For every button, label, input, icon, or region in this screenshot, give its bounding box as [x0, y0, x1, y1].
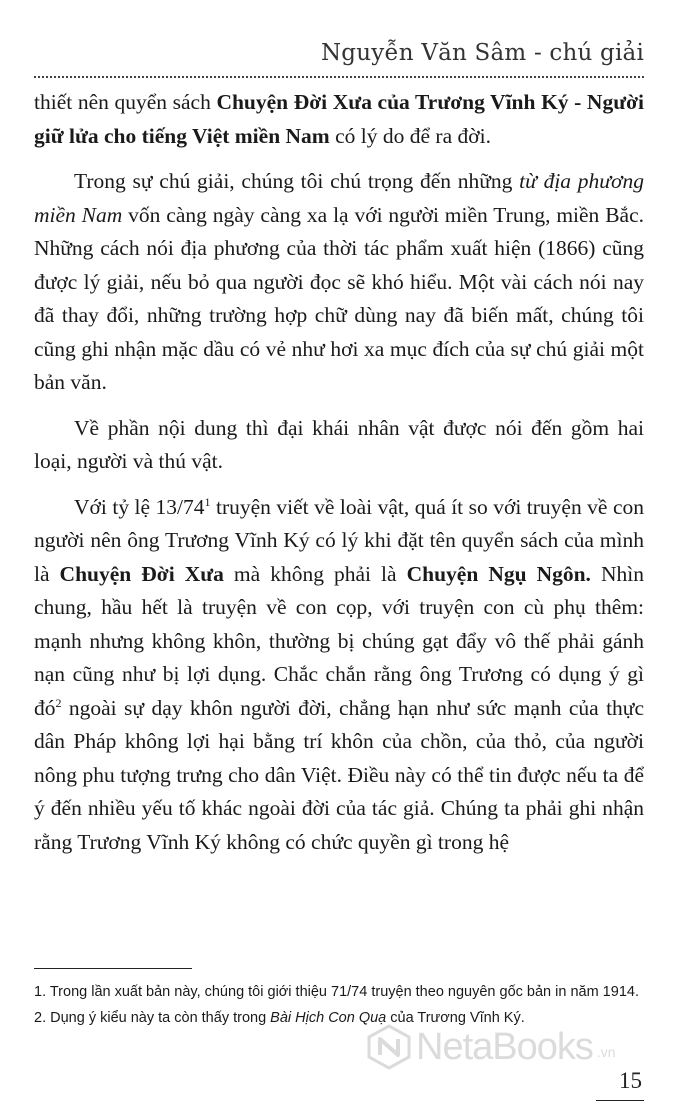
fn2-work-title: Bài Hịch Con Quạ [270, 1010, 387, 1026]
watermark-suffix: .vn [596, 1044, 616, 1060]
paragraph-1 [34, 86, 644, 153]
footnote-1: 1. Trong lần xuất bản này, chúng tôi giới thiệu 71/74 truyện theo nguyên gốc bản in năm 1914. [34, 984, 639, 1000]
p4-text-2: truyện viết về loài vật, quá ít so với truyện về con người nên ông Trương Vĩnh Ký có lý khi đặt tên quyển sách của mình là [34, 494, 644, 586]
p1-text-end: có lý do để ra đời. [329, 123, 491, 148]
body-text [34, 86, 644, 871]
p4-text-3: mà không phải là [223, 561, 407, 586]
footnote-ref-1[interactable]: 1 [204, 494, 211, 509]
p4-text-5: ngoài sự dạy khôn người đời, chẳng hạn như sức mạnh của thực dân Pháp không lợi hại bằng trí khôn của chồn, của thỏ, của người nông phu tượng trưng cho dân Việt. Điều này có thể tin được nếu ta để ý đến nhiều yếu tố khác ngoài đời của tác giả. Chúng ta phải ghi nhận rằng Trương Vĩnh Ký không có chức quyền gì trong hệ [34, 695, 644, 854]
p1-book-title: Chuyện Đời Xưa của Trương Vĩnh Ký - Người giữ lửa cho tiếng Việt miền Nam [34, 90, 644, 148]
p1-text: thiết nên quyển sách [34, 90, 217, 114]
page-number-rule [596, 1100, 644, 1101]
p4-text: Với tỷ lệ 13/74 [74, 494, 205, 519]
p3-text: Về phần nội dung thì đại khái nhân vật được nói đến gồm hai loại, người và thú vật. [34, 415, 644, 473]
p4-genre-title: Chuyện Ngụ Ngôn. [406, 561, 591, 586]
watermark-brand: NetaBooks [416, 1025, 593, 1068]
paragraph-4 [34, 491, 644, 860]
footnote-ref-2[interactable]: 2 [55, 695, 62, 710]
watermark [366, 1024, 616, 1070]
p2-text: Trong sự chú giải, chúng tôi chú trọng đến những [74, 169, 520, 193]
netabooks-logo-icon [366, 1024, 412, 1070]
page-number: 15 [619, 1068, 642, 1093]
paragraph-2 [34, 165, 644, 400]
p4-book-title: Chuyện Đời Xưa [59, 561, 224, 586]
fn2-prefix: 2. Dụng ý kiểu này ta còn thấy trong [34, 1010, 271, 1026]
footnote-separator [34, 968, 192, 969]
p4-text-4: Nhìn chung, hầu hết là truyện về con cọp, với truyện con cù phụ thêm: mạnh nhưng không khôn, thường bị chúng gạt đẩy vô thế phải gánh nạn cũng như bị lợi dụng. Chắc chắn rằng ông Trương có dụng ý gì đó [34, 561, 644, 720]
header-dotted-rule [34, 76, 644, 78]
p2-text-end: vốn càng ngày càng xa lạ với người miền Trung, miền Bắc. Những cách nói địa phương của thời tác phẩm xuất hiện (1866) cũng được lý giải, nếu bỏ qua người đọc sẽ khó hiểu. Một vài cách nói nay đã thay đổi, những trường hợp chữ dùng nay đã biến mất, chúng tôi cũng ghi nhận mặc dầu có vẻ như hơi xa mục đích của sự chú giải một bản văn. [34, 202, 644, 394]
p2-italic-term: từ địa phương miền Nam [34, 169, 644, 227]
fn2-suffix: của Trương Vĩnh Ký. [386, 1010, 525, 1026]
paragraph-3 [34, 412, 644, 479]
running-header: Nguyễn Văn Sâm - chú giải [320, 40, 644, 66]
